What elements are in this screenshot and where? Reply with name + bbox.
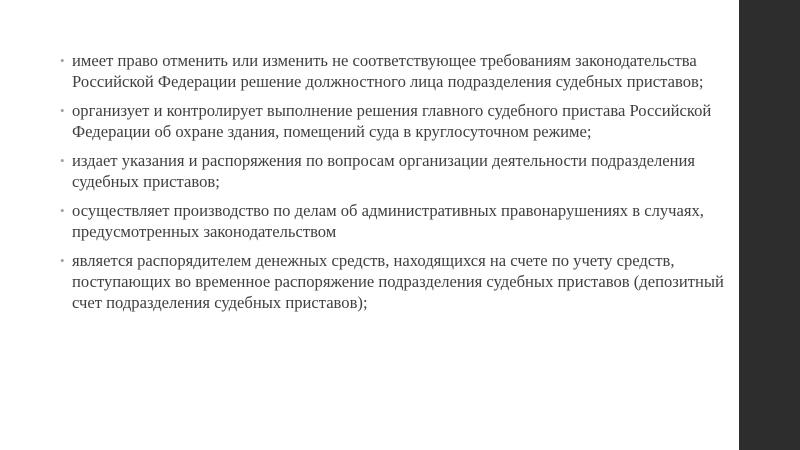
bullet-text: осуществляет производство по делам об административных правонарушениях в случаях, предусмотренных законодательством — [72, 201, 704, 241]
bullet-icon: • — [60, 153, 65, 168]
bullet-list — [60, 50, 735, 321]
bullet-text: имеет право отменить или изменить не соответствующее требованиям законодательства Российской Федерации решение должностного лица подразделения судебных приставов; — [72, 51, 704, 91]
bullet-text: является распорядителем денежных средств, находящихся на счете по учету средств, поступающих во временное распоряжение подразделения судебных приставов (депозитный счет подразделения судебных приставов); — [72, 251, 724, 312]
bullet-item-1 — [60, 50, 735, 92]
bullet-text: организует и контролирует выполнение решения главного судебного пристава Российской Федерации об охране здания, помещений суда в круглосуточном режиме; — [72, 101, 712, 141]
right-side-bar — [739, 0, 800, 450]
bullet-icon: • — [60, 253, 65, 268]
bullet-item-4 — [60, 200, 735, 242]
bullet-item-2 — [60, 100, 735, 142]
bullet-icon: • — [60, 103, 65, 118]
bullet-text: издает указания и распоряжения по вопросам организации деятельности подразделения судебных приставов; — [72, 151, 696, 191]
bullet-item-3 — [60, 150, 735, 192]
bullet-item-5 — [60, 250, 735, 313]
bullet-icon: • — [60, 53, 65, 68]
bullet-icon: • — [60, 203, 65, 218]
